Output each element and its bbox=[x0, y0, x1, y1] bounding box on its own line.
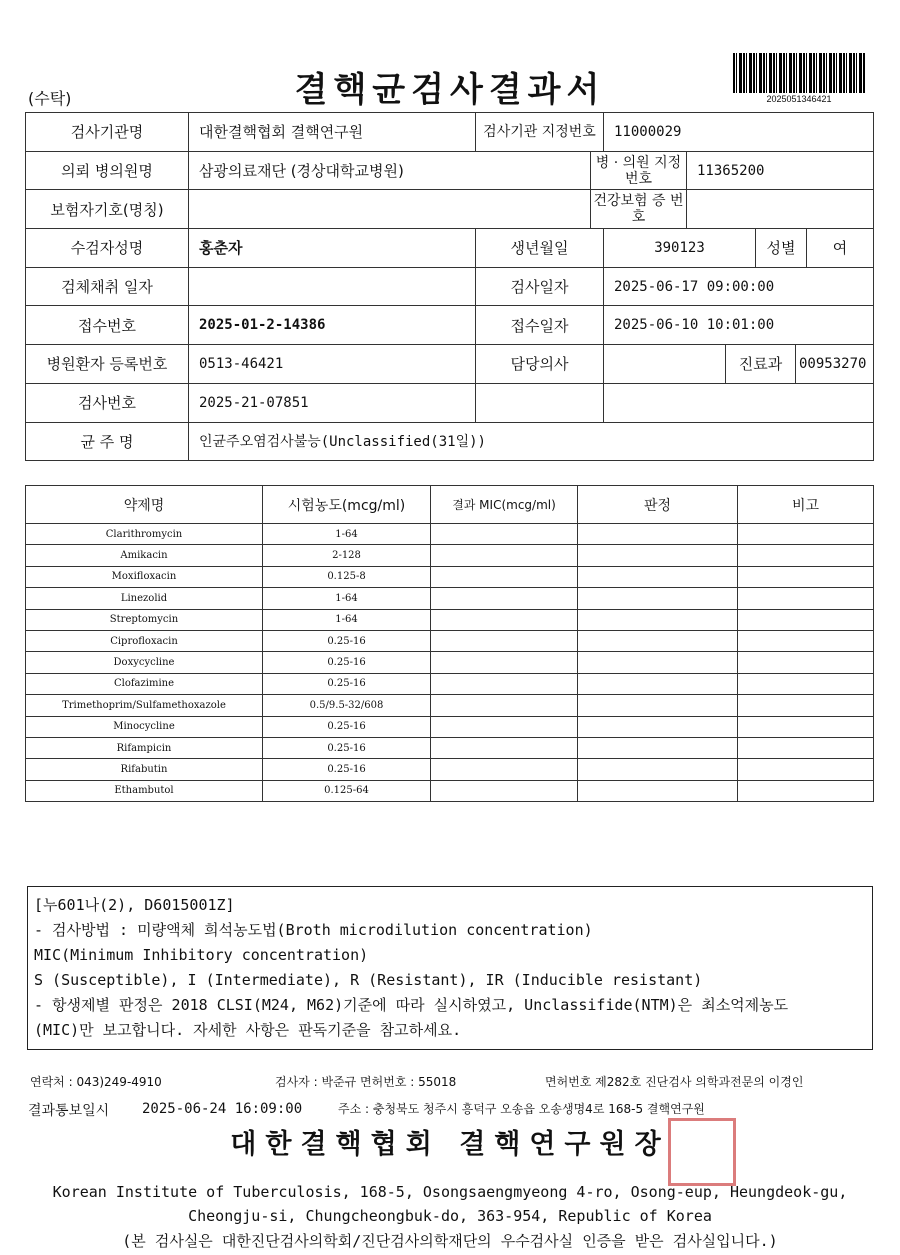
drug-name: Moxifloxacin bbox=[26, 566, 263, 587]
drug-susceptibility-table bbox=[25, 485, 874, 802]
remark bbox=[738, 609, 874, 630]
mic-result bbox=[431, 673, 578, 694]
note-criteria: - 항생제별 판정은 2018 CLSI(M24, M62)기준에 따라 실시하였고, Unclassifide(NTM)은 최소억제농도 bbox=[34, 996, 789, 1014]
empty-cell bbox=[476, 383, 604, 422]
drug-row bbox=[26, 630, 874, 651]
drug-name: Ciprofloxacin bbox=[26, 630, 263, 651]
drug-row bbox=[26, 716, 874, 737]
mic-result bbox=[431, 630, 578, 651]
mic-result bbox=[431, 609, 578, 630]
drug-name: Doxycycline bbox=[26, 652, 263, 673]
report-time: 2025-06-24 16:09:00 bbox=[142, 1101, 303, 1117]
mic-result bbox=[431, 759, 578, 780]
receipt-date: 2025-06-10 10:01:00 bbox=[604, 306, 874, 345]
address: 주소 : 충청북도 청주시 흥덕구 오송읍 오송생명4로 168-5 결핵연구원 bbox=[338, 1102, 705, 1116]
drug-row bbox=[26, 588, 874, 609]
drug-name: Streptomycin bbox=[26, 609, 263, 630]
drug-name: Clofazimine bbox=[26, 673, 263, 694]
header-judgement: 판정 bbox=[578, 486, 738, 524]
patient-reg: 0513-46421 bbox=[189, 345, 476, 384]
drug-row bbox=[26, 673, 874, 694]
test-concentration: 1-64 bbox=[263, 588, 431, 609]
header-drug: 약제명 bbox=[26, 486, 263, 524]
test-concentration: 0.25-16 bbox=[263, 759, 431, 780]
mic-result bbox=[431, 566, 578, 587]
mic-result bbox=[431, 737, 578, 758]
judgement bbox=[578, 609, 738, 630]
judgement bbox=[578, 545, 738, 566]
lab-code: 11000029 bbox=[604, 113, 874, 152]
test-concentration: 0.25-16 bbox=[263, 652, 431, 673]
patient-name: 홍춘자 bbox=[189, 229, 476, 268]
official-seal bbox=[668, 1118, 736, 1186]
address-en-1: Korean Institute of Tuberculosis, 168-5, Osongsaengmyeong 4-ro, Osong-eup, Heungdeok-gu, bbox=[52, 1183, 848, 1201]
hospital-code-label: 병 · 의원 지정번호 bbox=[591, 151, 687, 190]
judgement bbox=[578, 630, 738, 651]
mic-result bbox=[431, 588, 578, 609]
note-criteria-cont: (MIC)만 보고합니다. 자세한 사항은 판독기준을 참고하세요. bbox=[34, 1021, 462, 1039]
judgement bbox=[578, 566, 738, 587]
judgement bbox=[578, 588, 738, 609]
hospital-label: 의뢰 병의원명 bbox=[26, 151, 189, 190]
insurance-no bbox=[687, 190, 874, 229]
contact: 연락처 : 043)249-4910 bbox=[30, 1075, 162, 1089]
remark bbox=[738, 566, 874, 587]
doctor-license: 면허번호 제282호 진단검사 의학과전문의 이경인 bbox=[545, 1075, 804, 1089]
strain: 인균주오염검사불능(Unclassified(31일)) bbox=[189, 422, 874, 461]
drug-row bbox=[26, 695, 874, 716]
header-concentration: 시험농도(mcg/ml) bbox=[263, 486, 431, 524]
drug-name: Rifampicin bbox=[26, 737, 263, 758]
birth: 390123 bbox=[604, 229, 756, 268]
judgement bbox=[578, 780, 738, 801]
test-date-label: 검사일자 bbox=[476, 267, 604, 306]
drug-name: Minocycline bbox=[26, 716, 263, 737]
strain-label: 균 주 명 bbox=[26, 422, 189, 461]
birth-label: 생년월일 bbox=[476, 229, 604, 268]
mic-result bbox=[431, 524, 578, 545]
judgement bbox=[578, 673, 738, 694]
mic-result bbox=[431, 780, 578, 801]
sex-label: 성별 bbox=[756, 229, 807, 268]
drug-row bbox=[26, 545, 874, 566]
lab-code-label: 검사기관 지정번호 bbox=[476, 113, 604, 152]
note-code: [누601나(2), D6015001Z] bbox=[34, 896, 235, 914]
insurer-label: 보험자기호(명칭) bbox=[26, 190, 189, 229]
remark bbox=[738, 737, 874, 758]
test-no-label: 검사번호 bbox=[26, 383, 189, 422]
drug-name: Rifabutin bbox=[26, 759, 263, 780]
drug-row bbox=[26, 652, 874, 673]
drug-name: Linezolid bbox=[26, 588, 263, 609]
doctor bbox=[604, 345, 726, 384]
tester: 검사자 : 박준규 면허번호 : 55018 bbox=[275, 1075, 457, 1089]
doctor-label: 담당의사 bbox=[476, 345, 604, 384]
remark bbox=[738, 673, 874, 694]
drug-name: Amikacin bbox=[26, 545, 263, 566]
hospital: 삼광의료재단 (경상대학교병원) bbox=[189, 151, 591, 190]
remark bbox=[738, 780, 874, 801]
remark bbox=[738, 545, 874, 566]
empty-cell bbox=[604, 383, 874, 422]
address-en-2: Cheongju-si, Chungcheongbuk-do, 363-954, Republic of Korea bbox=[188, 1207, 712, 1225]
mic-result bbox=[431, 695, 578, 716]
test-concentration: 2-128 bbox=[263, 545, 431, 566]
test-concentration: 0.25-16 bbox=[263, 673, 431, 694]
insurance-no-label: 건강보험 증 번 호 bbox=[591, 190, 687, 229]
drug-row bbox=[26, 780, 874, 801]
note-method: - 검사방법 : 미량액체 희석농도법(Broth microdilution concentration) bbox=[34, 921, 593, 939]
drug-row bbox=[26, 566, 874, 587]
test-concentration: 0.25-16 bbox=[263, 737, 431, 758]
drug-row bbox=[26, 759, 874, 780]
mic-result bbox=[431, 545, 578, 566]
lab-name-label: 검사기관명 bbox=[26, 113, 189, 152]
drug-row bbox=[26, 609, 874, 630]
document-title: 결핵균검사결과서 bbox=[294, 70, 606, 110]
note-legend: S (Susceptible), I (Intermediate), R (Resistant), IR (Inducible resistant) bbox=[34, 971, 703, 989]
collect-label: 검체채취 일자 bbox=[26, 267, 189, 306]
barcode-number: 2025051346421 bbox=[766, 94, 832, 104]
patient-info-table bbox=[25, 112, 874, 461]
test-concentration: 0.25-16 bbox=[263, 716, 431, 737]
remark bbox=[738, 524, 874, 545]
patient-label: 수검자성명 bbox=[26, 229, 189, 268]
lab-name: 대한결핵협회 결핵연구원 bbox=[189, 113, 476, 152]
drug-name: Ethambutol bbox=[26, 780, 263, 801]
test-concentration: 0.25-16 bbox=[263, 630, 431, 651]
insurer bbox=[189, 190, 591, 229]
test-concentration: 0.125-8 bbox=[263, 566, 431, 587]
dept: 00953270 bbox=[796, 345, 874, 384]
remark bbox=[738, 759, 874, 780]
test-concentration: 0.5/9.5-32/608 bbox=[263, 695, 431, 716]
judgement bbox=[578, 695, 738, 716]
certification: (본 검사실은 대한진단검사의학회/진단검사의학재단의 우수검사실 인증을 받은 검사실입니다.) bbox=[122, 1232, 778, 1250]
remark bbox=[738, 652, 874, 673]
test-date: 2025-06-17 09:00:00 bbox=[604, 267, 874, 306]
receipt-no: 2025-01-2-14386 bbox=[189, 306, 476, 345]
patient-reg-label: 병원환자 등록번호 bbox=[26, 345, 189, 384]
note-mic: MIC(Minimum Inhibitory concentration) bbox=[34, 946, 369, 964]
receipt-no-label: 접수번호 bbox=[26, 306, 189, 345]
receipt-date-label: 접수일자 bbox=[476, 306, 604, 345]
header-remark: 비고 bbox=[738, 486, 874, 524]
judgement bbox=[578, 759, 738, 780]
dept-label: 진료과 bbox=[726, 345, 796, 384]
drug-name: Trimethoprim/Sulfamethoxazole bbox=[26, 695, 263, 716]
institute-name: 대한결핵협회 결핵연구원장 bbox=[230, 1129, 670, 1160]
drug-name: Clarithromycin bbox=[26, 524, 263, 545]
header-mic: 결과 MIC(mcg/ml) bbox=[431, 486, 578, 524]
test-concentration: 1-64 bbox=[263, 524, 431, 545]
drug-row bbox=[26, 737, 874, 758]
remark bbox=[738, 695, 874, 716]
collect-date bbox=[189, 267, 476, 306]
remark bbox=[738, 588, 874, 609]
judgement bbox=[578, 716, 738, 737]
report-label: 결과통보일시 bbox=[28, 1103, 110, 1119]
judgement bbox=[578, 524, 738, 545]
judgement bbox=[578, 652, 738, 673]
notes-box bbox=[27, 886, 873, 1050]
test-concentration: 0.125-64 bbox=[263, 780, 431, 801]
drug-row bbox=[26, 524, 874, 545]
test-no: 2025-21-07851 bbox=[189, 383, 476, 422]
judgement bbox=[578, 737, 738, 758]
remark bbox=[738, 716, 874, 737]
test-concentration: 1-64 bbox=[263, 609, 431, 630]
mic-result bbox=[431, 716, 578, 737]
consignment-tag: (수탁) bbox=[28, 89, 72, 108]
mic-result bbox=[431, 652, 578, 673]
barcode bbox=[733, 53, 865, 93]
sex: 여 bbox=[807, 229, 874, 268]
hospital-code: 11365200 bbox=[687, 151, 874, 190]
remark bbox=[738, 630, 874, 651]
